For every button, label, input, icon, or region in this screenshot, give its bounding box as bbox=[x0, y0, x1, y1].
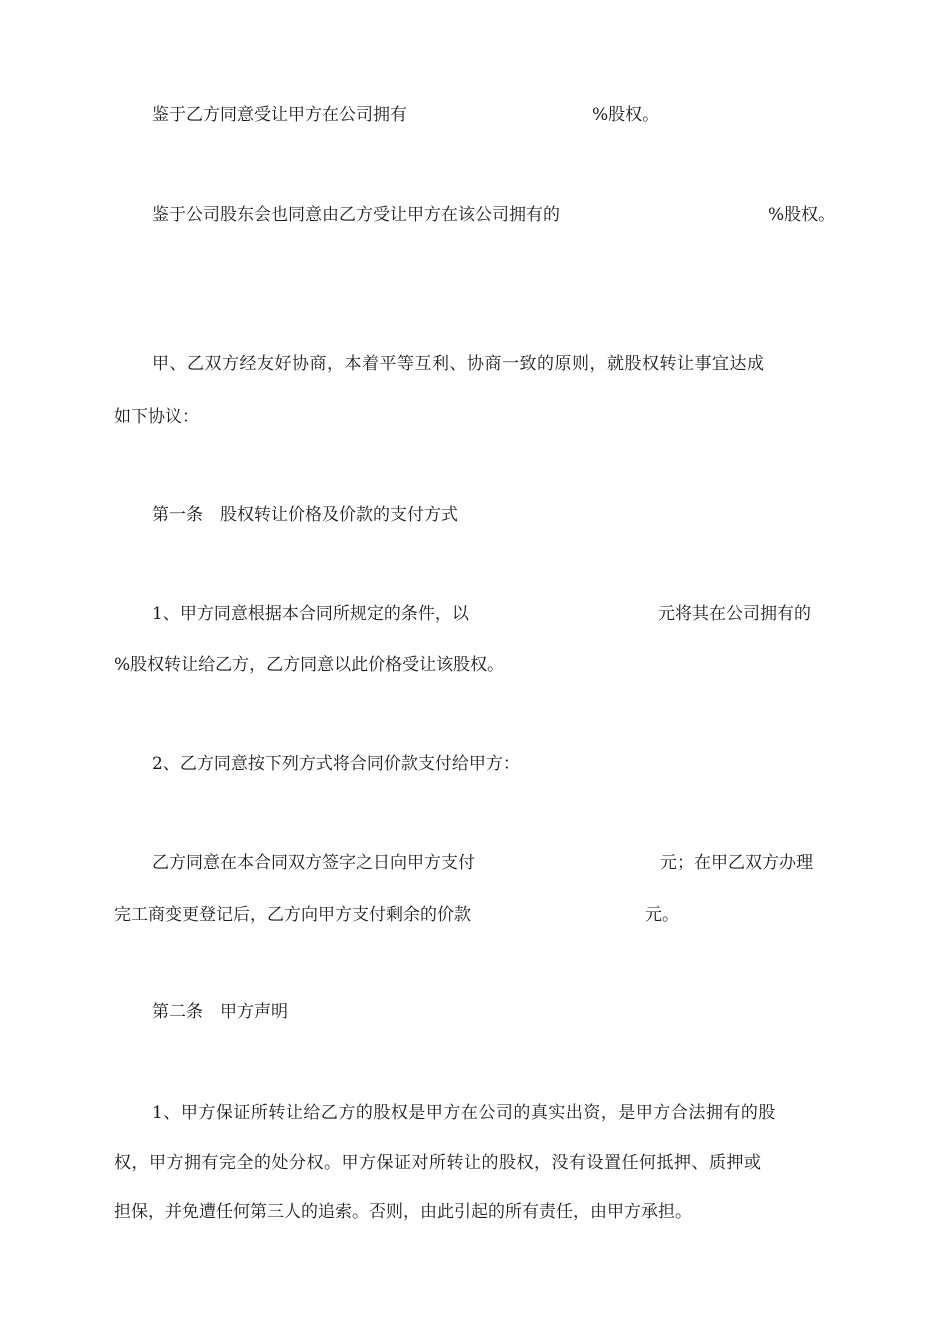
article-2-clause-1-line-3: 担保，并免遭任何第三人的追索。否则，由此引起的所有责任，由甲方承担。 bbox=[114, 1202, 692, 1222]
agreement-intro-line-2: 如下协议： bbox=[114, 407, 199, 427]
article-2-clause-1-line-1: 1、甲方保证所转让给乙方的股权是甲方在公司的真实出资，是甲方合法拥有的股 bbox=[152, 1103, 776, 1123]
article-1-clause-1-part-2: 元将其在公司拥有的 bbox=[658, 604, 811, 624]
article-1-heading: 第一条 股权转让价格及价款的支付方式 bbox=[152, 505, 458, 525]
article-2-heading: 第二条 甲方声明 bbox=[152, 1002, 288, 1022]
article-1-clause-1-line-2: %股权转让给乙方，乙方同意以此价格受让该股权。 bbox=[114, 655, 505, 675]
payment-line-2-part-1: 完工商变更登记后，乙方向甲方支付剩余的价款 bbox=[114, 905, 471, 925]
payment-line-1-part-1: 乙方同意在本合同双方签字之日向甲方支付 bbox=[152, 853, 475, 873]
article-1-clause-2: 2、乙方同意按下列方式将合同价款支付给甲方： bbox=[152, 754, 520, 774]
agreement-intro-line-1: 甲、乙双方经友好协商，本着平等互利、协商一致的原则，就股权转让事宜达成 bbox=[152, 354, 765, 374]
payment-line-2-part-2: 元。 bbox=[645, 905, 679, 925]
article-2-clause-1-line-2: 权，甲方拥有完全的处分权。甲方保证对所转让的股权，没有设置任何抵押、质押或 bbox=[114, 1153, 762, 1173]
payment-line-1-part-2: 元；在甲乙双方办理 bbox=[660, 853, 813, 873]
recital-1-suffix: %股权。 bbox=[592, 105, 660, 125]
recital-1-text: 鉴于乙方同意受让甲方在公司拥有 bbox=[152, 105, 407, 125]
article-1-clause-1-part-1: 1、甲方同意根据本合同所规定的条件，以 bbox=[152, 604, 469, 624]
recital-2-text: 鉴于公司股东会也同意由乙方受让甲方在该公司拥有的 bbox=[152, 205, 560, 225]
recital-2-suffix: %股权。 bbox=[768, 205, 836, 225]
